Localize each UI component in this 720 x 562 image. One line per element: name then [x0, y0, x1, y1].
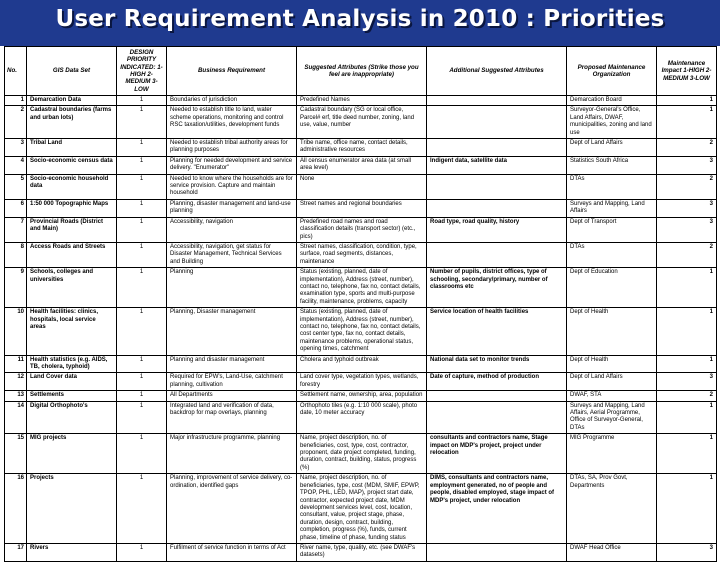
business-requirement-cell: Planning for needed development and service delivery. "Enumerator" — [167, 156, 297, 174]
maintenance-impact-cell: 3 — [657, 199, 717, 217]
table-row — [5, 96, 717, 106]
business-requirement-cell: Accessibility, navigation, get status for Disaster Management, Technical Services and Building — [167, 242, 297, 267]
maintenance-org-cell: Dept of Land Affairs — [567, 139, 657, 157]
business-requirement-cell: Planning, disaster management and land-use planning — [167, 199, 297, 217]
business-requirement-cell: Accessibility, navigation — [167, 217, 297, 242]
gis-data-set-cell: Schools, colleges and universities — [27, 268, 117, 308]
header-additional-attributes: Additional Suggested Attributes — [427, 47, 567, 96]
row-number: 11 — [5, 355, 27, 373]
priority-cell: 1 — [117, 434, 167, 474]
header-maintenance-impact: Maintenance Impact 1-HIGH 2-MEDIUM 3-LOW — [657, 47, 717, 96]
additional-attributes-cell: Date of capture, method of production — [427, 373, 567, 391]
suggested-attributes-cell: Predefined Names — [297, 96, 427, 106]
maintenance-impact-cell: 1 — [657, 308, 717, 355]
maintenance-org-cell: Dept of Land Affairs — [567, 373, 657, 391]
suggested-attributes-cell: Street names, classification, condition, type, surface, road segments, distances, maintenance — [297, 242, 427, 267]
additional-attributes-cell: consultants and contractors name, Stage impact on MDP's project, project under relocation — [427, 434, 567, 474]
maintenance-org-cell: DTAs — [567, 242, 657, 267]
table-row — [5, 156, 717, 174]
maintenance-org-cell: MIG Programme — [567, 434, 657, 474]
table-row — [5, 217, 717, 242]
maintenance-impact-cell: 2 — [657, 139, 717, 157]
maintenance-impact-cell: 2 — [657, 174, 717, 199]
table-row — [5, 242, 717, 267]
additional-attributes-cell: Service location of health facilities — [427, 308, 567, 355]
maintenance-org-cell: Surveys and Mapping, Land Affairs, Aerial Programme, Office of Surveyor-General, DTAs — [567, 401, 657, 434]
maintenance-impact-cell: 3 — [657, 543, 717, 561]
gis-data-set-cell: Land Cover data — [27, 373, 117, 391]
table-row — [5, 474, 717, 544]
row-number: 13 — [5, 391, 27, 401]
gis-data-set-cell: Projects — [27, 474, 117, 544]
priority-cell: 1 — [117, 355, 167, 373]
priority-cell: 1 — [117, 373, 167, 391]
table-row — [5, 106, 717, 139]
header-gis-data-set: GIS Data Set — [27, 47, 117, 96]
priority-cell: 1 — [117, 174, 167, 199]
business-requirement-cell: Planning — [167, 268, 297, 308]
additional-attributes-cell — [427, 543, 567, 561]
row-number: 16 — [5, 474, 27, 544]
suggested-attributes-cell: River name, type, quality, etc. (see DWAF's datasets) — [297, 543, 427, 561]
header-no: No. — [5, 47, 27, 96]
business-requirement-cell: Integrated land and verification of data, backdrop for map overlays, planning — [167, 401, 297, 434]
maintenance-impact-cell: 1 — [657, 474, 717, 544]
business-requirement-cell: Fulfilment of service function in terms of Act — [167, 543, 297, 561]
maintenance-impact-cell: 3 — [657, 156, 717, 174]
table-row — [5, 543, 717, 561]
additional-attributes-cell — [427, 199, 567, 217]
gis-data-set-cell: Digital Orthophoto's — [27, 401, 117, 434]
gis-data-set-cell: Tribal Land — [27, 139, 117, 157]
table-header-row — [5, 47, 717, 96]
maintenance-impact-cell: 2 — [657, 242, 717, 267]
header-priority: DESIGN PRIORITY INDICATED: 1-HIGH 2-MEDIUM 3-LOW — [117, 47, 167, 96]
maintenance-impact-cell: 1 — [657, 401, 717, 434]
maintenance-impact-cell: 1 — [657, 268, 717, 308]
row-number: 12 — [5, 373, 27, 391]
table-row — [5, 401, 717, 434]
table-row — [5, 174, 717, 199]
suggested-attributes-cell: All census enumerator area data (at small area level) — [297, 156, 427, 174]
business-requirement-cell: Required for EPW's, Land-Use, catchment planning, cultivation — [167, 373, 297, 391]
table-row — [5, 434, 717, 474]
gis-data-set-cell: Socio-economic household data — [27, 174, 117, 199]
row-number: 10 — [5, 308, 27, 355]
additional-attributes-cell — [427, 401, 567, 434]
business-requirement-cell: Needed to establish title to land, water scheme operations, monitoring and control RSC taxation/utilities, development funds — [167, 106, 297, 139]
gis-data-set-cell: Settlements — [27, 391, 117, 401]
maintenance-org-cell: DTAs — [567, 174, 657, 199]
table-row — [5, 355, 717, 373]
priority-cell: 1 — [117, 96, 167, 106]
requirements-table — [4, 46, 717, 562]
gis-data-set-cell: Socio-economic census data — [27, 156, 117, 174]
maintenance-org-cell: Dept of Health — [567, 355, 657, 373]
additional-attributes-cell — [427, 96, 567, 106]
row-number: 9 — [5, 268, 27, 308]
row-number: 2 — [5, 106, 27, 139]
maintenance-org-cell: DWAF Head Office — [567, 543, 657, 561]
maintenance-org-cell: Dept of Transport — [567, 217, 657, 242]
header-maintenance-org: Proposed Maintenance Organization — [567, 47, 657, 96]
row-number: 3 — [5, 139, 27, 157]
maintenance-org-cell: Dept of Education — [567, 268, 657, 308]
priority-cell: 1 — [117, 543, 167, 561]
maintenance-org-cell: DTAs, SA, Prov Govt, Departments — [567, 474, 657, 544]
row-number: 1 — [5, 96, 27, 106]
gis-data-set-cell: Demarcation Data — [27, 96, 117, 106]
business-requirement-cell: All Departments — [167, 391, 297, 401]
priority-cell: 1 — [117, 308, 167, 355]
additional-attributes-cell — [427, 174, 567, 199]
table-row — [5, 308, 717, 355]
header-suggested-attributes: Suggested Attributes (Strike those you feel are inappropriate) — [297, 47, 427, 96]
gis-data-set-cell: Provincial Roads (District and Main) — [27, 217, 117, 242]
additional-attributes-cell — [427, 242, 567, 267]
suggested-attributes-cell: Cadastral boundary (SG or local office, Parcel# erf, title deed number, zoning, land use, value, number — [297, 106, 427, 139]
priority-cell: 1 — [117, 217, 167, 242]
row-number: 14 — [5, 401, 27, 434]
business-requirement-cell: Planning and disaster management — [167, 355, 297, 373]
header-business-requirement: Business Requirement — [167, 47, 297, 96]
maintenance-org-cell: Statistics South Africa — [567, 156, 657, 174]
row-number: 17 — [5, 543, 27, 561]
table-body — [5, 96, 717, 562]
row-number: 8 — [5, 242, 27, 267]
suggested-attributes-cell: Status (existing, planned, date of implementation), Address (street, number), contact no, telephone, fax no, contact details, cost center type, fax no, contact details, maintenance problems, operational status, opening times, catchment — [297, 308, 427, 355]
additional-attributes-cell: Road type, road quality, history — [427, 217, 567, 242]
row-number: 4 — [5, 156, 27, 174]
suggested-attributes-cell: Name, project description, no. of beneficiaries, type, cost (MDM, SMIF, EPWP, TPOP, PHL, LED, MAP), project start date, contractor, expected project date, MDM development services level, cost, location, consultant, value, project stage, phase, duration, design, contract, building, completion, progress (%), funds, current phase, timeline of phase, funding status — [297, 474, 427, 544]
row-number: 15 — [5, 434, 27, 474]
row-number: 6 — [5, 199, 27, 217]
additional-attributes-cell: Number of pupils, district offices, type of schooling, secondary/primary, number of classrooms etc — [427, 268, 567, 308]
suggested-attributes-cell: Predefined road names and road classification details (transport sector) (etc., pics) — [297, 217, 427, 242]
maintenance-org-cell: Surveyor-General's Office, Land Affairs, DWAF, municipalities, zoning and land use — [567, 106, 657, 139]
priority-cell: 1 — [117, 401, 167, 434]
table-row — [5, 373, 717, 391]
table-row — [5, 391, 717, 401]
row-number: 5 — [5, 174, 27, 199]
business-requirement-cell: Planning, improvement of service delivery, co-ordination, identified gaps — [167, 474, 297, 544]
suggested-attributes-cell: Name, project description, no. of beneficiaries, cost, type, cost, contractor, proponent, date project completed, funding, duration, contract, building, status, progress (%) — [297, 434, 427, 474]
additional-attributes-cell — [427, 391, 567, 401]
table-row — [5, 268, 717, 308]
gis-data-set-cell: Access Roads and Streets — [27, 242, 117, 267]
maintenance-impact-cell: 2 — [657, 391, 717, 401]
suggested-attributes-cell: Tribe name, office name, contact details, administrative resources — [297, 139, 427, 157]
business-requirement-cell: Needed to establish tribal authority areas for planning purposes — [167, 139, 297, 157]
maintenance-impact-cell: 1 — [657, 434, 717, 474]
maintenance-org-cell: Surveys and Mapping, Land Affairs — [567, 199, 657, 217]
gis-data-set-cell: 1:50 000 Topographic Maps — [27, 199, 117, 217]
additional-attributes-cell: DIMS, consultants and contractors name, employment generated, no of people and people, disabled employed, stage impact of MDP's project, under relocation — [427, 474, 567, 544]
table-row — [5, 199, 717, 217]
additional-attributes-cell: Indigent data, satellite data — [427, 156, 567, 174]
suggested-attributes-cell: Status (existing, planned, date of implementation), Address (street, number), contact no, telephone, fax no, contact details, examination type, sports and multi-purpose facility, maintenance, problems, capacity — [297, 268, 427, 308]
priority-cell: 1 — [117, 474, 167, 544]
maintenance-impact-cell: 1 — [657, 355, 717, 373]
priority-cell: 1 — [117, 391, 167, 401]
priority-cell: 1 — [117, 156, 167, 174]
maintenance-impact-cell: 3 — [657, 217, 717, 242]
table-row — [5, 139, 717, 157]
business-requirement-cell: Planning, Disaster management — [167, 308, 297, 355]
requirements-table-container — [4, 46, 716, 559]
gis-data-set-cell: MIG projects — [27, 434, 117, 474]
business-requirement-cell: Major infrastructure programme, planning — [167, 434, 297, 474]
maintenance-org-cell: Dept of Health — [567, 308, 657, 355]
suggested-attributes-cell: Land cover type, vegetation types, wetlands, forestry — [297, 373, 427, 391]
suggested-attributes-cell: None — [297, 174, 427, 199]
priority-cell: 1 — [117, 199, 167, 217]
additional-attributes-cell — [427, 106, 567, 139]
business-requirement-cell: Needed to know where the households are for service provision. Capture and maintain household — [167, 174, 297, 199]
gis-data-set-cell: Rivers — [27, 543, 117, 561]
gis-data-set-cell: Cadastral boundaries (farms and urban lots) — [27, 106, 117, 139]
gis-data-set-cell: Health facilities: clinics, hospitals, local service areas — [27, 308, 117, 355]
maintenance-org-cell: Demarcation Board — [567, 96, 657, 106]
maintenance-impact-cell: 1 — [657, 96, 717, 106]
page-title: User Requirement Analysis in 2010 : Priorities — [55, 6, 665, 32]
row-number: 7 — [5, 217, 27, 242]
suggested-attributes-cell: Street names and regional boundaries — [297, 199, 427, 217]
priority-cell: 1 — [117, 242, 167, 267]
business-requirement-cell: Boundaries of jurisdiction — [167, 96, 297, 106]
suggested-attributes-cell: Cholera and typhoid outbreak — [297, 355, 427, 373]
suggested-attributes-cell: Orthophoto tiles (e.g. 1:10 000 scale), photo date, 10 meter accuracy — [297, 401, 427, 434]
maintenance-impact-cell: 1 — [657, 106, 717, 139]
additional-attributes-cell: National data set to monitor trends — [427, 355, 567, 373]
priority-cell: 1 — [117, 268, 167, 308]
priority-cell: 1 — [117, 106, 167, 139]
gis-data-set-cell: Health statistics (e.g. AIDS, TB, cholera, typhoid) — [27, 355, 117, 373]
suggested-attributes-cell: Settlement name, ownership, area, population — [297, 391, 427, 401]
maintenance-org-cell: DWAF, STA — [567, 391, 657, 401]
additional-attributes-cell — [427, 139, 567, 157]
maintenance-impact-cell: 3 — [657, 373, 717, 391]
priority-cell: 1 — [117, 139, 167, 157]
